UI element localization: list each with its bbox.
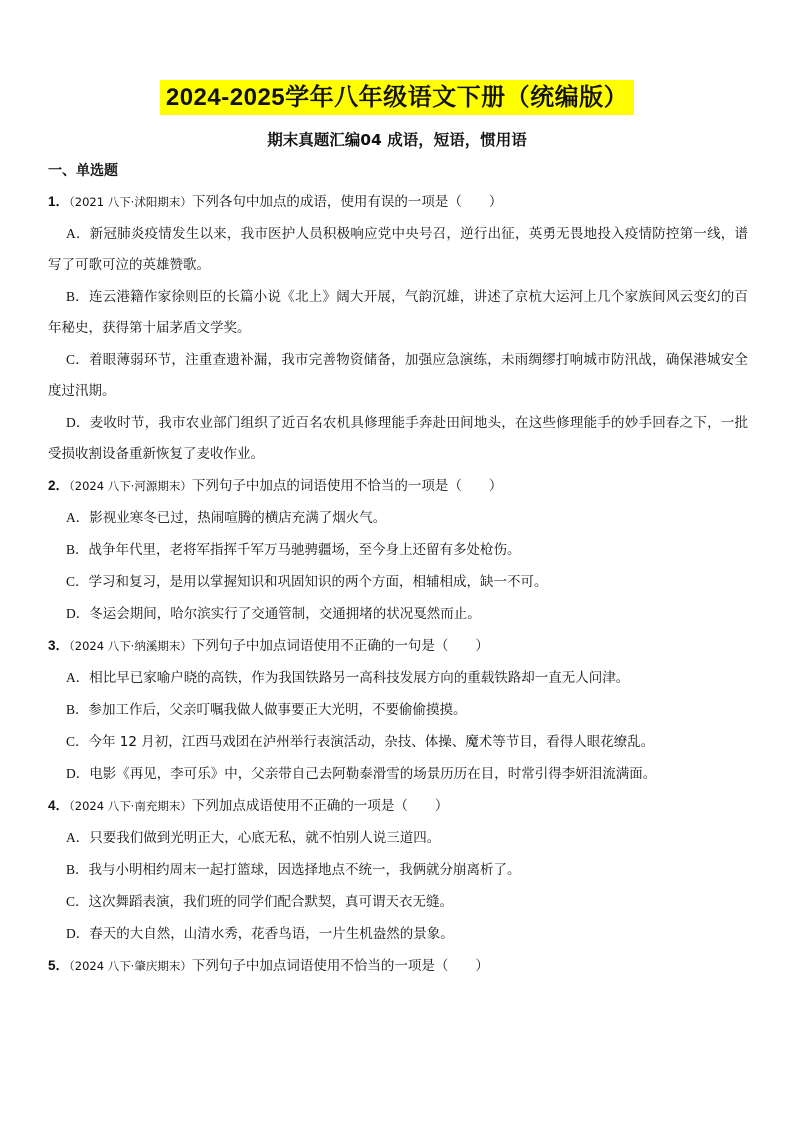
option-letter: B． (66, 862, 89, 877)
option-text: 着眼薄弱环节，注重查遗补漏，我市完善物资储备，加强应急演练，未雨绸缪打响城市防汛战，确保港城安全度过汛期。 (48, 352, 748, 399)
option-letter: C． (66, 734, 89, 749)
option-text: 只要我们做到光明正大，心底无私，就不怕别人说三道四。 (89, 830, 441, 846)
option-c (48, 726, 748, 758)
option-d (48, 598, 748, 630)
question-stem (48, 790, 748, 822)
question-number: 4． (48, 798, 70, 813)
option-letter: B． (66, 542, 89, 557)
option-b (48, 281, 748, 344)
option-letter: A． (66, 830, 90, 845)
option-a (48, 502, 748, 534)
option-letter: B． (66, 702, 89, 717)
question-stem (48, 186, 748, 218)
option-letter: A． (66, 510, 90, 525)
option-c (48, 886, 748, 918)
option-text: 连云港籍作家徐则臣的长篇小说《北上》阔大开展，气韵沉雄，讲述了京杭大运河上几个家族间风云变幻的百年秘史，获得第十届茅盾文学奖。 (48, 289, 748, 336)
question-stem (48, 470, 748, 502)
option-letter: D． (66, 415, 90, 430)
option-text: 战争年代里，老将军指挥千军万马驰骋疆场，至今身上还留有多处枪伤。 (88, 542, 521, 558)
option-text: 影视业寒冬已过，热闹喧腾的横店充满了烟火气。 (89, 510, 387, 526)
question-text: 下列句子中加点词语使用不正确的一句是（ ） (191, 638, 489, 654)
option-text: 这次舞蹈表演，我们班的同学们配合默契，真可谓天衣无缝。 (88, 894, 454, 910)
option-text: 冬运会期间，哈尔滨实行了交通管制，交通拥堵的状况戛然而止。 (89, 606, 481, 622)
question-text: 下列加点成语使用不正确的一项是（ ） (191, 798, 449, 814)
option-text: 参加工作后，父亲叮嘱我做人做事要正大光明，不要偷偷摸摸。 (88, 702, 467, 718)
option-d (48, 758, 748, 790)
option-c (48, 566, 748, 598)
question-text: 下列句子中加点词语使用不恰当的一项是（ ） (191, 958, 489, 974)
section-heading: 一、单选题 (48, 163, 118, 179)
page-title (160, 80, 634, 115)
option-letter: C． (66, 894, 89, 909)
option-letter: C． (66, 352, 89, 367)
option-b (48, 854, 748, 886)
option-b (48, 534, 748, 566)
option-d (48, 407, 748, 470)
question-source: （2024 八下·河源期末） (69, 479, 192, 493)
option-b (48, 694, 748, 726)
page-subtitle: 期末真题汇编04 成语，短语，惯用语 (267, 131, 527, 149)
question-stem (48, 950, 748, 982)
question-text: 下列句子中加点的词语使用不恰当的一项是（ ） (191, 478, 503, 494)
question-source: （2024 八下·纳溪期末） (69, 639, 192, 653)
option-letter: A． (66, 670, 90, 685)
question-stem (48, 630, 748, 662)
option-d (48, 918, 748, 950)
title-text: 学年八年级语文下册（统编版） (285, 83, 629, 111)
option-text: 麦收时节，我市农业部门组织了近百名农机具修理能手奔赴田间地头，在这些修理能手的妙手回春之下，一批受损收割设备重新恢复了麦收作业。 (48, 415, 749, 462)
question-text: 下列各句中加点的成语，使用有误的一项是（ ） (191, 194, 503, 210)
question-source: （2021 八下·沭阳期末） (69, 195, 192, 209)
option-c (48, 344, 748, 407)
option-letter: A． (66, 226, 90, 241)
option-letter: C． (66, 574, 89, 589)
question-number: 1． (48, 194, 70, 209)
option-a (48, 822, 748, 854)
option-a (48, 662, 748, 694)
option-letter: D． (66, 766, 90, 781)
question-source: （2024 八下·肇庆期末） (69, 959, 192, 973)
option-text: 今年 12 月初，江西马戏团在泸州举行表演活动，杂技、体操、魔术等节目，看得人眼花缭乱。 (88, 734, 655, 750)
option-letter: D． (66, 926, 90, 941)
title-year: 2024-2025 (165, 84, 286, 111)
question-list (48, 186, 748, 982)
option-text: 我与小明相约周末一起打篮球，因选择地点不统一，我俩就分崩离析了。 (88, 862, 521, 878)
option-a (48, 218, 748, 281)
option-text: 相比早已家喻户晓的高铁，作为我国铁路另一高科技发展方向的重载铁路却一直无人问津。 (89, 670, 630, 686)
question-number: 5． (48, 958, 70, 973)
title-wrap (0, 80, 794, 115)
option-letter: D． (66, 606, 90, 621)
option-letter: B． (66, 289, 89, 304)
option-text: 电影《再见，李可乐》中，父亲带自己去阿勒泰滑雪的场景历历在目，时常引得李妍泪流满面。 (89, 766, 657, 782)
question-number: 3． (48, 638, 70, 653)
question-source: （2024 八下·南充期末） (69, 799, 192, 813)
option-text: 春天的大自然，山清水秀，花香鸟语，一片生机盎然的景象。 (89, 926, 454, 942)
option-text: 新冠肺炎疫情发生以来，我市医护人员积极响应党中央号召，逆行出征，英勇无畏地投入疫情防控第一线，谱写了可歌可泣的英雄赞歌。 (48, 226, 749, 273)
option-text: 学习和复习，是用以掌握知识和巩固知识的两个方面，相辅相成，缺一不可。 (88, 574, 548, 590)
question-number: 2． (48, 478, 70, 493)
